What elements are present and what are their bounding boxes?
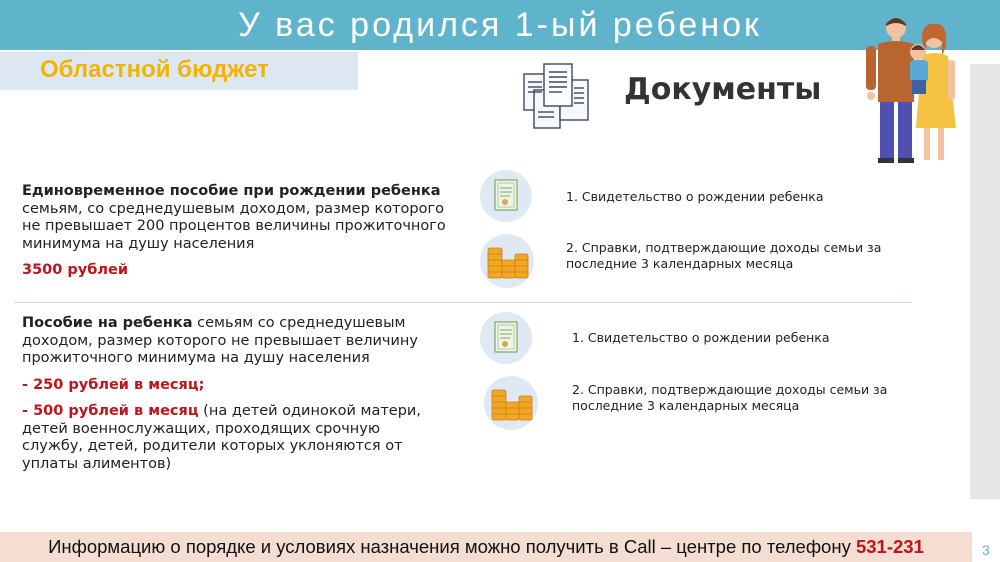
documents-icon — [520, 62, 592, 137]
coins-icon — [484, 376, 538, 430]
footer-phone: 531-231 — [855, 536, 924, 557]
section2-amount-2-note: (на детей одинокой матери, детей военнослужащих, проходящих срочную службу, детей, родители которых уклоняются от уплаты алиментов) — [22, 403, 421, 472]
section1-doc-2: 2. Справки, подтверждающие доходы семьи за последние 3 календарных месяца — [566, 240, 882, 271]
section2-amount-2: - 500 рублей в месяц — [22, 403, 199, 419]
certificate-icon — [480, 170, 532, 222]
section1-description: семьям, со среднедушевым доходом, размер которого не превышает 200 процентов величины прожиточного минимума на душу населения — [22, 200, 446, 252]
section1-title: Единовременное пособие при рождении ребенка — [22, 183, 441, 199]
footer-info: Информацию о порядке и условиях назначения можно получить в Call – центре по телефону — [48, 536, 856, 557]
scrollbar[interactable] — [970, 64, 1000, 499]
budget-label: Областной бюджет — [40, 56, 269, 83]
page-number: 3 — [982, 542, 990, 558]
section2-title: Пособие на ребенка — [22, 315, 193, 331]
coins-icon — [480, 234, 534, 288]
section2-amount-1: - 250 рублей в месяц; — [22, 377, 205, 393]
family-illustration — [856, 16, 966, 171]
certificate-icon — [480, 312, 532, 364]
section2-amount-2-block — [22, 403, 442, 473]
section1-doc-1: 1. Свидетельство о рождении ребенка — [566, 189, 824, 204]
documents-title: Документы — [624, 72, 822, 107]
footer-text — [0, 532, 972, 562]
section-divider — [14, 302, 912, 303]
section1-text — [22, 183, 462, 253]
section2-text — [22, 315, 442, 368]
section2-doc-2: 2. Справки, подтверждающие доходы семьи за последние 3 календарных месяца — [572, 382, 888, 413]
section2-doc-1: 1. Свидетельство о рождении ребенка — [572, 330, 830, 345]
section1-amount: 3500 рублей — [22, 262, 128, 278]
page-title: У вас родился 1-ый ребенок — [238, 6, 762, 44]
section2-description: семьям со среднедушевым доходом, размер которого не превышает величину прожиточного минимума на душу населения — [22, 315, 418, 366]
